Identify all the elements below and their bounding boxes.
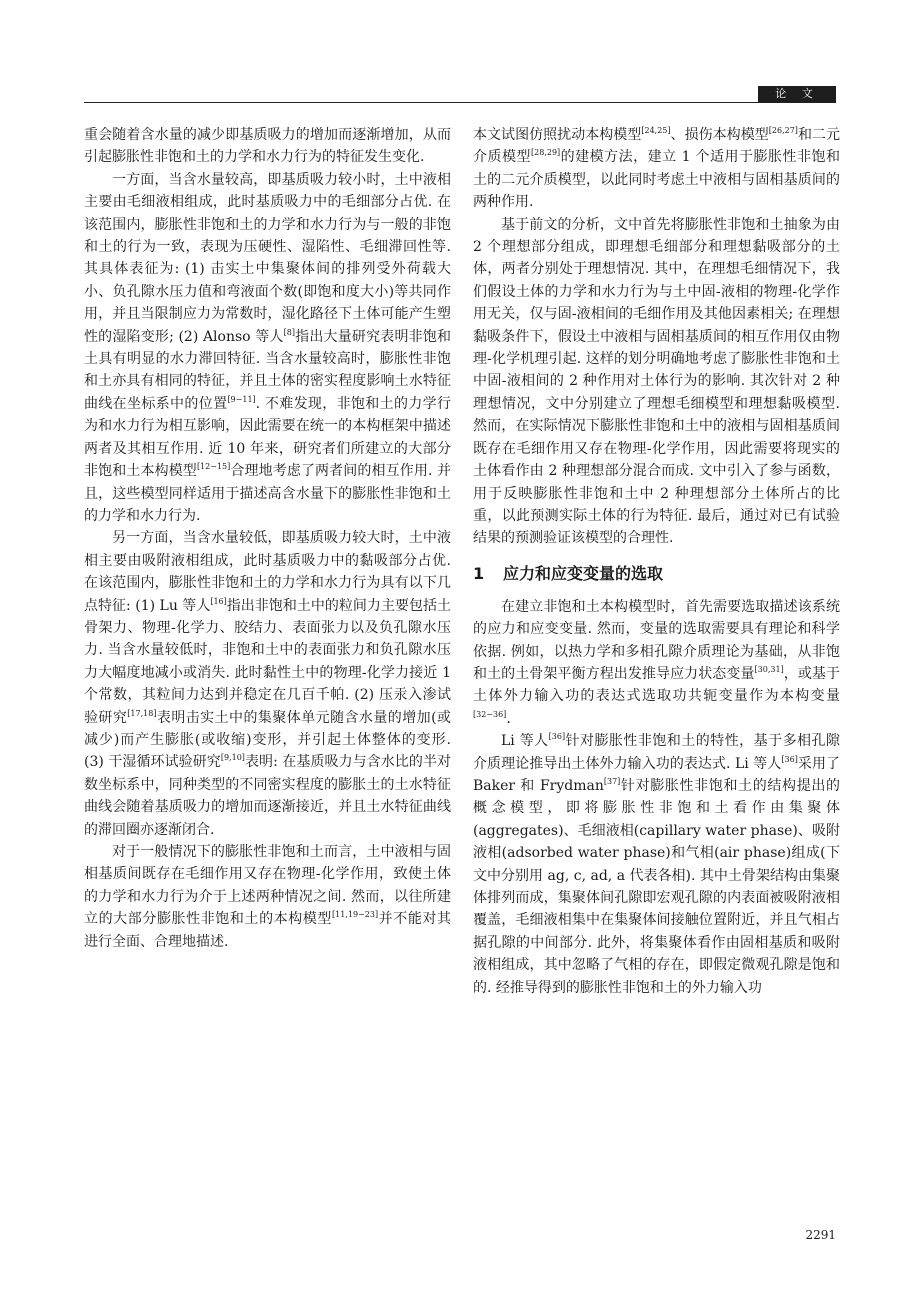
right-paragraph-3: 在建立非饱和土本构模型时，首先需要选取描述该系统的应力和应变变量. 然而，变量的选取需要具有理论和科学依据. 例如，以热力学和多相孔隙介质理论为基础，从非饱和土的土骨架平衡方程出发推导应力状态变量[30,31]，或基于土体外力输入功的表达式选取功共轭变量作为本构变量[32−36].	[473, 598, 841, 727]
citation-ref: [8]	[283, 327, 295, 337]
citation-ref: [32−36]	[473, 709, 507, 719]
left-paragraph-4: 对于一般情况下的膨胀性非饱和土而言，土中液相与固相基质间既存在毛细作用又存在物理-化学作用，致使土体的力学和水力行为介于上述两种情况之间. 然而，以往所建立的大部分膨胀性非饱和土的本构模型[11,19−23]并不能对其进行全面、合理地描述.	[84, 844, 452, 950]
right-paragraph-1: 本文试图仿照扰动本构模型[24,25]、损伤本构模型[26,27]和二元介质模型[28,29]的建模方法，建立 1 个适用于膨胀性非饱和土的二元介质模型，以此同时考虑土中液相与固相基质间的两种作用.	[473, 126, 841, 211]
right-paragraph-2: 基于前文的分析，文中首先将膨胀性非饱和土抽象为由 2 个理想部分组成，即理想毛细部分和理想黏吸部分的土体，两者分别处于理想情况. 其中，在理想毛细情况下，我们假设土体的力学和水力行为与土中固-液相的物理-化学作用无关，仅与固-液相间的毛细作用及其他因素相关; 在理想黏吸条件下，假设土中液相与固相基质间的相互作用仅由物理-化学机理引起. 这样的划分明确地考虑了膨胀性非饱和土中固-液相间的 2 种作用对土体行为的影响. 其次针对 2 种理想情况，文中分别建立了理想毛细模型和理想黏吸模型. 然而，在实际情况下膨胀性非饱和土中的液相与固相基质间既存在毛细作用又存在物理-化学作用，因此需要将现实的土体看作由 2 种理想部分混合而成. 文中引入了参与函数，用于反映膨胀性非饱和土中 2 种理想部分土体所占的比重，以此预测实际土体的行为特征. 最后，通过对已有试验结果的预测验证该模型的合理性.	[473, 216, 840, 547]
citation-ref: [24,25]	[641, 126, 671, 135]
citation-ref: [17,18]	[127, 708, 157, 718]
left-paragraph-3: 另一方面，当含水量较低，即基质吸力较大时，土中液相主要由吸附液相组成，此时基质吸力中的黏吸部分占优. 在该范围内，膨胀性非饱和土的力学和水力行为具有以下几点特征: (1) Lu 等人[16]指出非饱和土中的粒间力主要包括土骨架力、物理-化学力、胶结力、表面张力以及负孔隙水压力. 当含水量较低时，非饱和土中的表面张力和负孔隙水压力大幅度地减小或消失. 此时黏性土中的物理-化学力接近 1个常数，其粒间力达到并稳定在几百千帕. (2) 压汞入渗试验研究[17,18]表明击实土中的集聚体单元随含水量的增加(或减少)而产生膨胀(或收缩)变形，并引起土体整体的变形. (3) 干湿循环试验研究[9,10]表明: 在基质吸力与含水比的半对数坐标系中，同种类型的不同密实程度的膨胀土的土水特征曲线会随着基质吸力的增加而逐渐接近，并且土水特征曲线的滞回圈亦逐渐闭合.	[84, 530, 452, 838]
right-paragraph-4: Li 等人[36]针对膨胀性非饱和土的特性，基于多相孔隙介质理论推导出土体外力输入功的表达式. Li 等人[36]采用了 Baker 和 Frydman[37]针对膨胀性非饱和土的结构提出的概念模型，即将膨胀性非饱和土看作由集聚体(aggregates)、毛细液相(capillary water phase)、吸附液相(adsorbed water phase)和气相(air phase)组成(下文中分别用 ag, c, ad, a 代表各相). 其中土骨架结构由集聚体排列而成，集聚体间孔隙即宏观孔隙的内表面被吸附液相覆盖，毛细液相集中在集聚体间接触位置附近，并且气相占据孔隙的中间部分. 此外，将集聚体看作由固相基质和吸附液相组成，其中忽略了气相的存在，即假定微观孔隙是饱和的. 经推导得到的膨胀性非饱和土的外力输入功	[473, 732, 841, 996]
section-heading	[473, 562, 840, 586]
citation-ref: [37]	[603, 776, 621, 786]
header-section-tag: 论 文	[758, 86, 836, 102]
section-title-text: 应力和应变变量的选取	[503, 563, 664, 583]
citation-ref: [28,29]	[531, 148, 561, 158]
citation-ref: [9−11]	[227, 394, 256, 404]
citation-ref: [36]	[781, 754, 798, 764]
citation-ref: [26,27]	[768, 126, 798, 135]
section-number: 1	[473, 563, 485, 583]
citation-ref: [30,31]	[754, 664, 784, 674]
left-paragraph-2: 一方面，当含水量较高，即基质吸力较小时，土中液相主要由毛细液相组成，此时基质吸力中的毛细部分占优. 在该范围内，膨胀性非饱和土的力学和水力行为与一般的非饱和土的行为一致，表现为压硬性、湿陷性、毛细滞回性等. 其具体表征为: (1) 击实土中集聚体间的排列受外荷载大小、负孔隙水压力值和弯液面个数(即饱和度大小)等共同作用，并且当限制应力为常数时，湿化路径下土体可能产生塑性的湿陷变形; (2) Alonso 等人[8]指出大量研究表明非饱和土具有明显的水力滞回特征. 当含水量较高时，膨胀性非饱和土亦具有相同的特征，并且土体的密实程度影响土水特征曲线在坐标系中的位置[9−11]. 不难发现，非饱和土的力学行为和水力行为相互影响，因此需要在统一的本构框架中描述两者及其相互作用. 近 10 年来，研究者们所建立的大部分非饱和土本构模型[12−15]合理地考虑了两者间的相互作用. 并且，这些模型同样适用于描述高含水量下的膨胀性非饱和土的力学和水力行为.	[84, 171, 452, 524]
page-number: 2291	[805, 1228, 836, 1242]
right-column	[473, 124, 840, 999]
citation-ref: [9,10]	[220, 753, 245, 763]
citation-ref: [11,19−23]	[332, 910, 379, 920]
citation-ref: [16]	[210, 596, 227, 606]
left-paragraph-1: 重会随着含水量的减少即基质吸力的增加而逐渐增加，从而引起膨胀性非饱和土的力学和水力行为的特征发生变化.	[84, 127, 451, 166]
header-rule	[84, 102, 836, 103]
citation-ref: [36]	[548, 732, 566, 742]
citation-ref: [12−15]	[196, 462, 231, 472]
left-column	[84, 124, 451, 953]
